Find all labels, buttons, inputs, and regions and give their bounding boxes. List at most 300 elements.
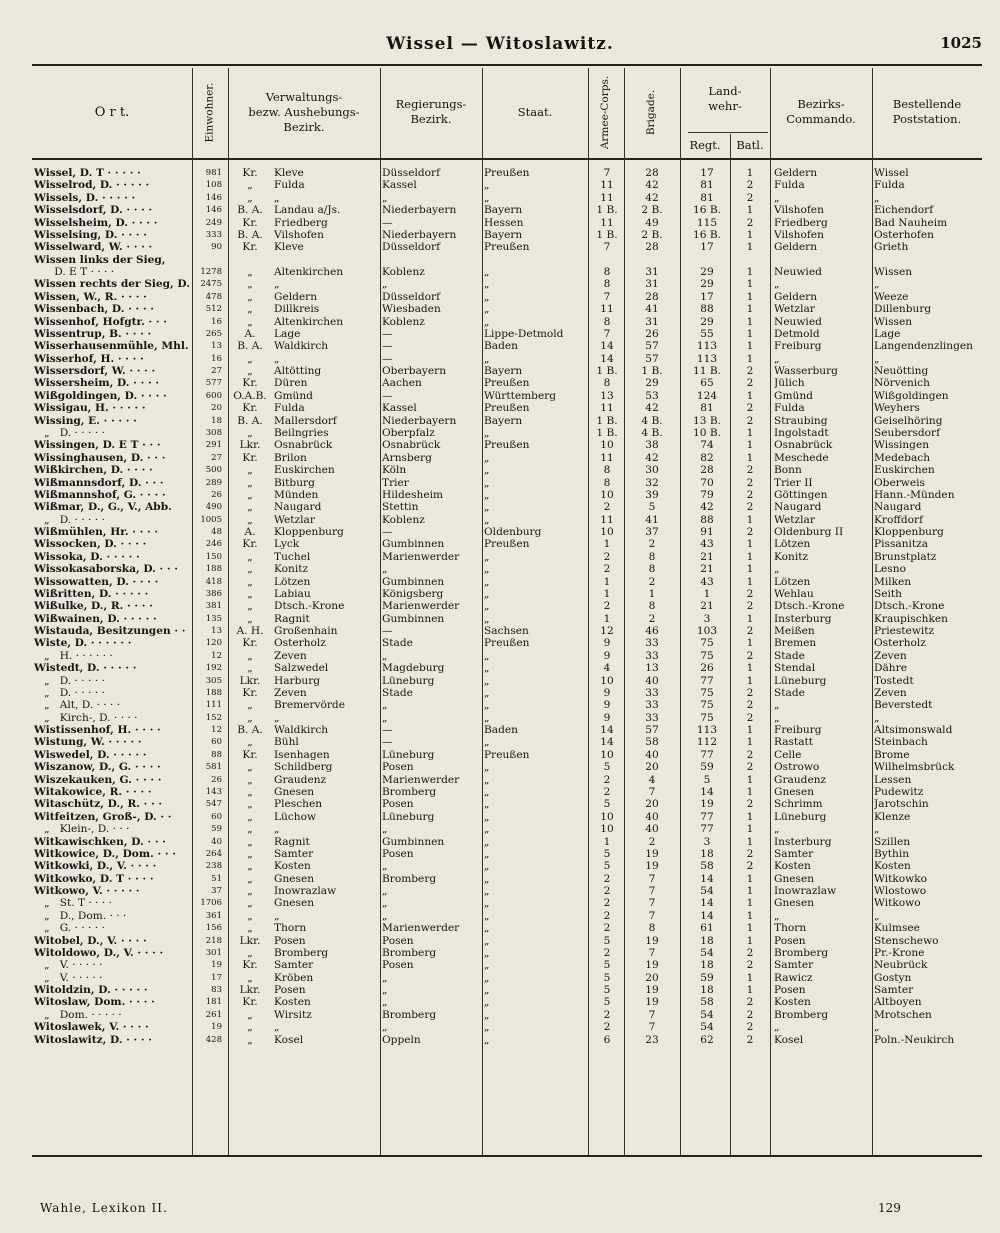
table-row	[32, 278, 982, 290]
cell-staat: Preußen	[484, 402, 530, 415]
cell-poststation: Zeven	[874, 686, 907, 699]
cell-ort: Wissen links der Sieg,	[34, 253, 166, 266]
cell-verwaltung-art: „	[247, 488, 253, 501]
cell-landwehr-bataillon: 1	[746, 241, 754, 254]
running-title: Wissel — Witoslawitz.	[386, 34, 614, 54]
cell-ort: „ V. · · · · ·	[34, 959, 103, 972]
cell-bezirks-commando: Rawicz	[774, 971, 813, 984]
cell-regierungs-bezirk: „	[382, 563, 388, 576]
cell-staat: „	[484, 352, 490, 365]
cell-aushebungs-bezirk: Münden	[274, 488, 319, 501]
cell-ort: Wißgoldingen, D. · · · ·	[34, 389, 167, 402]
cell-verwaltung-art: „	[247, 922, 253, 935]
table-row	[32, 984, 982, 996]
cell-bezirks-commando: Kosel	[774, 1033, 804, 1046]
cell-landwehr-regiment: 29	[700, 315, 714, 328]
cell-aushebungs-bezirk: Zeven	[274, 649, 307, 662]
table-row	[32, 972, 982, 984]
cell-armee-corps: 1 B.	[596, 365, 618, 378]
cell-bezirks-commando: Celle	[774, 748, 802, 761]
cell-einwohner: 2475	[200, 279, 222, 290]
cell-bezirks-commando: Jülich	[774, 377, 805, 390]
cell-regierungs-bezirk: Oberpfalz	[382, 426, 435, 439]
cell-verwaltung-art: B. A.	[237, 204, 263, 217]
cell-einwohner: 289	[205, 477, 222, 488]
cell-landwehr-regiment: 18	[700, 959, 714, 972]
cell-armee-corps: 10	[600, 748, 614, 761]
cell-armee-corps: 8	[603, 315, 611, 328]
cell-poststation: „	[874, 191, 880, 204]
cell-staat: „	[484, 922, 490, 935]
cell-landwehr-bataillon: 1	[746, 340, 754, 353]
table-bottom-rule	[32, 1155, 982, 1157]
cell-armee-corps: 2	[603, 909, 611, 922]
cell-bezirks-commando: „	[774, 1021, 780, 1034]
cell-armee-corps: 2	[603, 872, 611, 885]
cell-einwohner: 500	[205, 465, 222, 476]
cell-brigade: 31	[645, 278, 659, 291]
table-row	[32, 588, 982, 600]
header-regierung: Regierungs- Bezirk.	[395, 97, 467, 126]
cell-ort: Wissen rechts der Sieg, D.	[34, 278, 190, 291]
cell-brigade: 40	[645, 823, 659, 836]
cell-armee-corps: 1	[603, 587, 611, 600]
cell-staat: „	[484, 488, 490, 501]
cell-einwohner: 146	[205, 192, 222, 203]
cell-landwehr-bataillon: 1	[746, 724, 754, 737]
cell-landwehr-bataillon: 1	[746, 786, 754, 798]
cell-einwohner: 90	[211, 242, 222, 253]
cell-einwohner: 490	[205, 502, 222, 513]
cell-landwehr-bataillon: 2	[746, 699, 754, 712]
cell-landwehr-regiment: 16 B.	[693, 204, 721, 217]
cell-brigade: 7	[648, 1008, 656, 1021]
cell-verwaltung-art: „	[247, 352, 253, 365]
table-row	[32, 996, 982, 1008]
cell-regierungs-bezirk: —	[382, 724, 393, 737]
cell-ort: Wisselsheim, D. · · · ·	[34, 216, 158, 229]
table-row	[32, 464, 982, 476]
cell-staat: „	[484, 773, 490, 786]
cell-verwaltung-art: „	[247, 773, 253, 786]
table-row	[32, 910, 982, 922]
running-head	[0, 34, 1000, 56]
cell-armee-corps: 2	[603, 773, 611, 786]
table-row	[32, 241, 982, 253]
cell-bezirks-commando: Wetzlar	[774, 513, 815, 526]
cell-staat: „	[484, 934, 490, 947]
cell-armee-corps: 4	[603, 662, 611, 675]
cell-einwohner: 152	[205, 712, 222, 723]
cell-bezirks-commando: Detmold	[774, 327, 820, 340]
cell-staat: „	[484, 872, 490, 885]
cell-staat: „	[484, 786, 490, 798]
cell-landwehr-bataillon: 2	[746, 402, 754, 415]
cell-regierungs-bezirk: Bromberg	[382, 1008, 437, 1021]
cell-armee-corps: 5	[603, 860, 611, 873]
cell-bezirks-commando: Kosten	[774, 996, 811, 1009]
cell-landwehr-bataillon: 1	[746, 315, 754, 328]
cell-brigade: 38	[645, 439, 659, 452]
cell-landwehr-regiment: 58	[700, 996, 714, 1009]
cell-bezirks-commando: Samter	[774, 847, 814, 860]
cell-landwehr-regiment: 21	[700, 600, 714, 613]
cell-einwohner: 27	[211, 366, 222, 377]
table-row	[32, 563, 982, 575]
table-row	[32, 947, 982, 959]
cell-poststation: Kraupischken	[874, 612, 948, 625]
cell-staat: Preußen	[484, 377, 530, 390]
cell-aushebungs-bezirk: Kosten	[274, 996, 311, 1009]
cell-ort: Wißwainen, D. · · · · ·	[34, 612, 157, 625]
cell-bezirks-commando: Bremen	[774, 637, 817, 650]
cell-einwohner: 108	[205, 180, 222, 191]
cell-bezirks-commando: Schrimm	[774, 798, 823, 811]
cell-ort: Wisserhof, H. · · · ·	[34, 352, 144, 365]
cell-bezirks-commando: Meißen	[774, 625, 815, 638]
cell-verwaltung-art: Kr.	[242, 637, 258, 650]
cell-armee-corps: 1 B.	[596, 426, 618, 439]
header-bezirks-commando: Bezirks- Commando.	[786, 97, 856, 126]
cell-staat: „	[484, 971, 490, 984]
cell-ort: Witoldowo, D., V. · · · ·	[34, 946, 164, 959]
cell-landwehr-regiment: 81	[700, 402, 714, 415]
cell-armee-corps: 2	[603, 600, 611, 613]
cell-verwaltung-art: A.	[244, 526, 256, 539]
cell-staat: Preußen	[484, 167, 530, 179]
header-einwohner: Einwohner.	[203, 81, 216, 143]
header-armee-corps: Armee-Corps.	[599, 75, 612, 149]
cell-landwehr-bataillon: 2	[746, 365, 754, 378]
cell-landwehr-regiment: 17	[700, 167, 714, 179]
cell-regierungs-bezirk: „	[382, 649, 388, 662]
cell-landwehr-regiment: 16 B.	[693, 228, 721, 241]
table-row	[32, 712, 982, 724]
cell-einwohner: 1278	[200, 267, 222, 278]
table-row	[32, 774, 982, 786]
cell-landwehr-regiment: 59	[700, 971, 714, 984]
page-number: 1025	[940, 34, 982, 52]
table-row	[32, 959, 982, 971]
cell-brigade: 42	[645, 191, 659, 204]
cell-brigade: 28	[645, 290, 659, 303]
cell-aushebungs-bezirk: „	[274, 1021, 280, 1034]
cell-armee-corps: 8	[603, 464, 611, 477]
cell-staat: „	[484, 426, 490, 439]
cell-landwehr-regiment: 55	[700, 327, 714, 340]
cell-staat: Preußen	[484, 241, 530, 254]
footer-signature: Wahle, Lexikon II.	[40, 1201, 168, 1215]
cell-landwehr-bataillon: 2	[746, 996, 754, 1009]
cell-landwehr-regiment: 54	[700, 1008, 714, 1021]
cell-regierungs-bezirk: —	[382, 340, 393, 353]
cell-aushebungs-bezirk: Kleve	[274, 167, 304, 179]
cell-ort: Wissoka, D. · · · · ·	[34, 550, 140, 563]
cell-poststation: Gostyn	[874, 971, 912, 984]
cell-armee-corps: 2	[603, 946, 611, 959]
cell-einwohner: 301	[205, 947, 222, 958]
cell-aushebungs-bezirk: Schildberg	[274, 761, 333, 774]
table-row	[32, 377, 982, 389]
cell-poststation: Pissanitza	[874, 538, 929, 551]
cell-staat: „	[484, 847, 490, 860]
cell-landwehr-regiment: 21	[700, 563, 714, 576]
cell-brigade: 39	[645, 488, 659, 501]
cell-poststation: Pudewitz	[874, 786, 924, 798]
cell-ort: Wiszanow, D., G. · · · ·	[34, 761, 161, 774]
cell-staat: „	[484, 810, 490, 823]
page-footer	[40, 1201, 970, 1221]
cell-einwohner: 111	[205, 700, 222, 711]
cell-aushebungs-bezirk: Bitburg	[274, 476, 315, 489]
cell-regierungs-bezirk: Düsseldorf	[382, 290, 440, 303]
cell-verwaltung-art: „	[247, 649, 253, 662]
cell-bezirks-commando: Osnabrück	[774, 439, 833, 452]
cell-ort: Witoslawitz, D. · · · ·	[34, 1033, 152, 1046]
cell-regierungs-bezirk: „	[382, 191, 388, 204]
cell-poststation: Seith	[874, 587, 902, 600]
cell-ort: Wistedt, D. · · · · ·	[34, 662, 137, 675]
cell-poststation: Lesno	[874, 563, 906, 576]
cell-armee-corps: 14	[600, 352, 614, 365]
cell-verwaltung-art: „	[247, 823, 253, 836]
cell-bezirks-commando: Lüneburg	[774, 674, 827, 687]
cell-verwaltung-art: „	[247, 278, 253, 291]
cell-landwehr-regiment: 77	[700, 674, 714, 687]
cell-landwehr-bataillon: 2	[746, 860, 754, 873]
cell-ort: Wißmar, D., G., V., Abb.	[34, 501, 172, 514]
cell-brigade: 7	[648, 1021, 656, 1034]
table-row	[32, 415, 982, 427]
cell-brigade: 8	[648, 563, 656, 576]
cell-brigade: 33	[645, 649, 659, 662]
cell-aushebungs-bezirk: Geldern	[274, 290, 318, 303]
cell-aushebungs-bezirk: „	[274, 191, 280, 204]
cell-landwehr-bataillon: 1	[746, 278, 754, 291]
cell-armee-corps: 10	[600, 526, 614, 539]
cell-poststation: Witkowko	[874, 872, 928, 885]
cell-regierungs-bezirk: Posen	[382, 798, 414, 811]
cell-poststation: Bad Nauheim	[874, 216, 948, 229]
table-row	[32, 935, 982, 947]
table-row	[32, 501, 982, 513]
cell-landwehr-bataillon: 2	[746, 526, 754, 539]
cell-aushebungs-bezirk: Samter	[274, 847, 314, 860]
cell-brigade: 49	[645, 216, 659, 229]
cell-einwohner: 381	[205, 601, 222, 612]
cell-landwehr-bataillon: 1	[746, 612, 754, 625]
cell-verwaltung-art: Kr.	[242, 959, 258, 972]
cell-einwohner: 581	[205, 762, 222, 773]
cell-einwohner: 150	[205, 551, 222, 562]
cell-landwehr-regiment: 75	[700, 686, 714, 699]
cell-brigade: 8	[648, 600, 656, 613]
cell-regierungs-bezirk: Niederbayern	[382, 414, 457, 427]
cell-verwaltung-art: A.	[244, 327, 256, 340]
cell-verwaltung-art: Kr.	[242, 216, 258, 229]
cell-landwehr-bataillon: 1	[746, 885, 754, 898]
cell-verwaltung-art: Lkr.	[239, 674, 261, 687]
cell-aushebungs-bezirk: Altenkirchen	[274, 315, 344, 328]
cell-aushebungs-bezirk: Graudenz	[274, 773, 327, 786]
cell-einwohner: 218	[205, 935, 222, 946]
cell-regierungs-bezirk: Trier	[382, 476, 409, 489]
cell-regierungs-bezirk: —	[382, 352, 393, 365]
cell-brigade: 57	[645, 724, 659, 737]
cell-staat: „	[484, 823, 490, 836]
cell-verwaltung-art: Kr.	[242, 241, 258, 254]
cell-verwaltung-art: „	[247, 501, 253, 514]
cell-bezirks-commando: Gnesen	[774, 786, 815, 798]
cell-aushebungs-bezirk: Samter	[274, 959, 314, 972]
cell-armee-corps: 1 B.	[596, 228, 618, 241]
cell-poststation: Naugard	[874, 501, 922, 514]
cell-armee-corps: 2	[603, 885, 611, 898]
cell-staat: „	[484, 1021, 490, 1034]
cell-poststation: Poln.-Neukirch	[874, 1033, 955, 1046]
cell-bezirks-commando: Geldern	[774, 241, 818, 254]
cell-aushebungs-bezirk: Mallersdorf	[274, 414, 337, 427]
header-staat: Staat.	[517, 104, 553, 119]
table-row	[32, 897, 982, 909]
cell-brigade: 40	[645, 748, 659, 761]
table-row	[32, 848, 982, 860]
cell-landwehr-bataillon: 1	[746, 303, 754, 316]
cell-aushebungs-bezirk: Gnesen	[274, 872, 315, 885]
cell-einwohner: 386	[205, 588, 222, 599]
cell-armee-corps: 7	[603, 290, 611, 303]
cell-brigade: 1 B.	[641, 365, 663, 378]
cell-ort: „ St. T · · · ·	[34, 897, 112, 910]
cell-ort: Witaschütz, D., R. · · ·	[34, 798, 163, 811]
cell-ort: Wisselrod, D. · · · · ·	[34, 179, 150, 192]
cell-landwehr-bataillon: 2	[746, 625, 754, 638]
cell-ort: Wissersdorf, W. · · · ·	[34, 365, 156, 378]
cell-brigade: 30	[645, 464, 659, 477]
cell-brigade: 4 B.	[641, 426, 663, 439]
cell-poststation: Wilhelmsbrück	[874, 761, 955, 774]
cell-aushebungs-bezirk: Großenhain	[274, 625, 338, 638]
cell-regierungs-bezirk: —	[382, 625, 393, 638]
cell-ort: Wistissenhof, H. · · · ·	[34, 724, 161, 737]
cell-regierungs-bezirk: Gumbinnen	[382, 575, 445, 588]
table-row	[32, 538, 982, 550]
cell-verwaltung-art: Kr.	[242, 402, 258, 415]
cell-ort: Witoslawek, V. · · · ·	[34, 1021, 149, 1034]
table-row	[32, 650, 982, 662]
cell-verwaltung-art: „	[247, 711, 253, 724]
cell-staat: „	[484, 303, 490, 316]
cell-aushebungs-bezirk: Lage	[274, 327, 301, 340]
cell-regierungs-bezirk: Stade	[382, 686, 413, 699]
landwehr-sub-rule	[688, 132, 768, 133]
cell-bezirks-commando: „	[774, 909, 780, 922]
header-landwehr: Land- wehr-	[708, 84, 742, 113]
cell-regierungs-bezirk: Bromberg	[382, 946, 437, 959]
cell-brigade: 2	[648, 835, 656, 848]
cell-einwohner: 291	[205, 440, 222, 451]
cell-ort: Wißmühlen, Hr. · · · ·	[34, 526, 159, 539]
cell-staat: Bayern	[484, 204, 523, 217]
cell-armee-corps: 2	[603, 897, 611, 910]
cell-poststation: „	[874, 352, 880, 365]
cell-poststation: Lage	[874, 327, 901, 340]
cell-armee-corps: 9	[603, 637, 611, 650]
cell-staat: „	[484, 315, 490, 328]
cell-aushebungs-bezirk: Inowrazlaw	[274, 885, 337, 898]
cell-verwaltung-art: „	[247, 426, 253, 439]
cell-regierungs-bezirk: Lüneburg	[382, 674, 435, 687]
cell-landwehr-bataillon: 1	[746, 327, 754, 340]
cell-aushebungs-bezirk: Fulda	[274, 402, 305, 415]
cell-verwaltung-art: „	[247, 761, 253, 774]
cell-brigade: 37	[645, 526, 659, 539]
cell-einwohner: 19	[211, 960, 222, 971]
cell-brigade: 7	[648, 909, 656, 922]
cell-aushebungs-bezirk: Friedberg	[274, 216, 328, 229]
cell-regierungs-bezirk: „	[382, 278, 388, 291]
cell-ort: Wissenbach, D. · · · ·	[34, 303, 154, 316]
cell-aushebungs-bezirk: Thorn	[274, 922, 307, 935]
cell-armee-corps: 11	[600, 303, 614, 316]
cell-armee-corps: 1 B.	[596, 204, 618, 217]
cell-poststation: Oberweis	[874, 476, 925, 489]
cell-aushebungs-bezirk: Dtsch.-Krone	[274, 600, 345, 613]
cell-poststation: Euskirchen	[874, 464, 935, 477]
cell-landwehr-regiment: 28	[700, 464, 714, 477]
cell-brigade: 20	[645, 971, 659, 984]
cell-regierungs-bezirk: Magdeburg	[382, 662, 445, 675]
cell-regierungs-bezirk: Bromberg	[382, 786, 437, 798]
cell-landwehr-bataillon: 1	[746, 439, 754, 452]
cell-bezirks-commando: Bromberg	[774, 946, 829, 959]
cell-einwohner: 146	[205, 205, 222, 216]
cell-armee-corps: 9	[603, 649, 611, 662]
cell-einwohner: 51	[211, 873, 222, 884]
cell-brigade: 7	[648, 897, 656, 910]
table-row	[32, 1009, 982, 1021]
cell-staat: „	[484, 563, 490, 576]
cell-armee-corps: 11	[600, 451, 614, 464]
cell-landwehr-bataillon: 1	[746, 550, 754, 563]
cell-landwehr-regiment: 65	[700, 377, 714, 390]
cell-bezirks-commando: Neuwied	[774, 315, 822, 328]
cell-einwohner: 19	[211, 1022, 222, 1033]
cell-verwaltung-art: „	[247, 476, 253, 489]
cell-regierungs-bezirk: Köln	[382, 464, 407, 477]
cell-staat: „	[484, 266, 490, 279]
cell-aushebungs-bezirk: Lötzen	[274, 575, 311, 588]
cell-staat: „	[484, 959, 490, 972]
cell-armee-corps: 7	[603, 167, 611, 179]
table-row	[32, 477, 982, 489]
cell-brigade: 32	[645, 476, 659, 489]
cell-verwaltung-art: „	[247, 1033, 253, 1046]
cell-ort: Witkawischken, D. · · ·	[34, 835, 166, 848]
cell-staat: Preußen	[484, 439, 530, 452]
cell-ort: Wiswedel, D. · · · · ·	[34, 748, 147, 761]
cell-poststation: Seubersdorf	[874, 426, 941, 439]
cell-bezirks-commando: „	[774, 699, 780, 712]
cell-einwohner: 12	[211, 725, 222, 736]
cell-aushebungs-bezirk: Altenkirchen	[274, 266, 344, 279]
cell-ort: „ D. · · · · ·	[34, 686, 105, 699]
cell-ort: „ Alt, D. · · · ·	[34, 699, 121, 712]
cell-regierungs-bezirk: Koblenz	[382, 266, 425, 279]
cell-aushebungs-bezirk: „	[274, 909, 280, 922]
cell-regierungs-bezirk: Lüneburg	[382, 748, 435, 761]
cell-landwehr-bataillon: 2	[746, 191, 754, 204]
